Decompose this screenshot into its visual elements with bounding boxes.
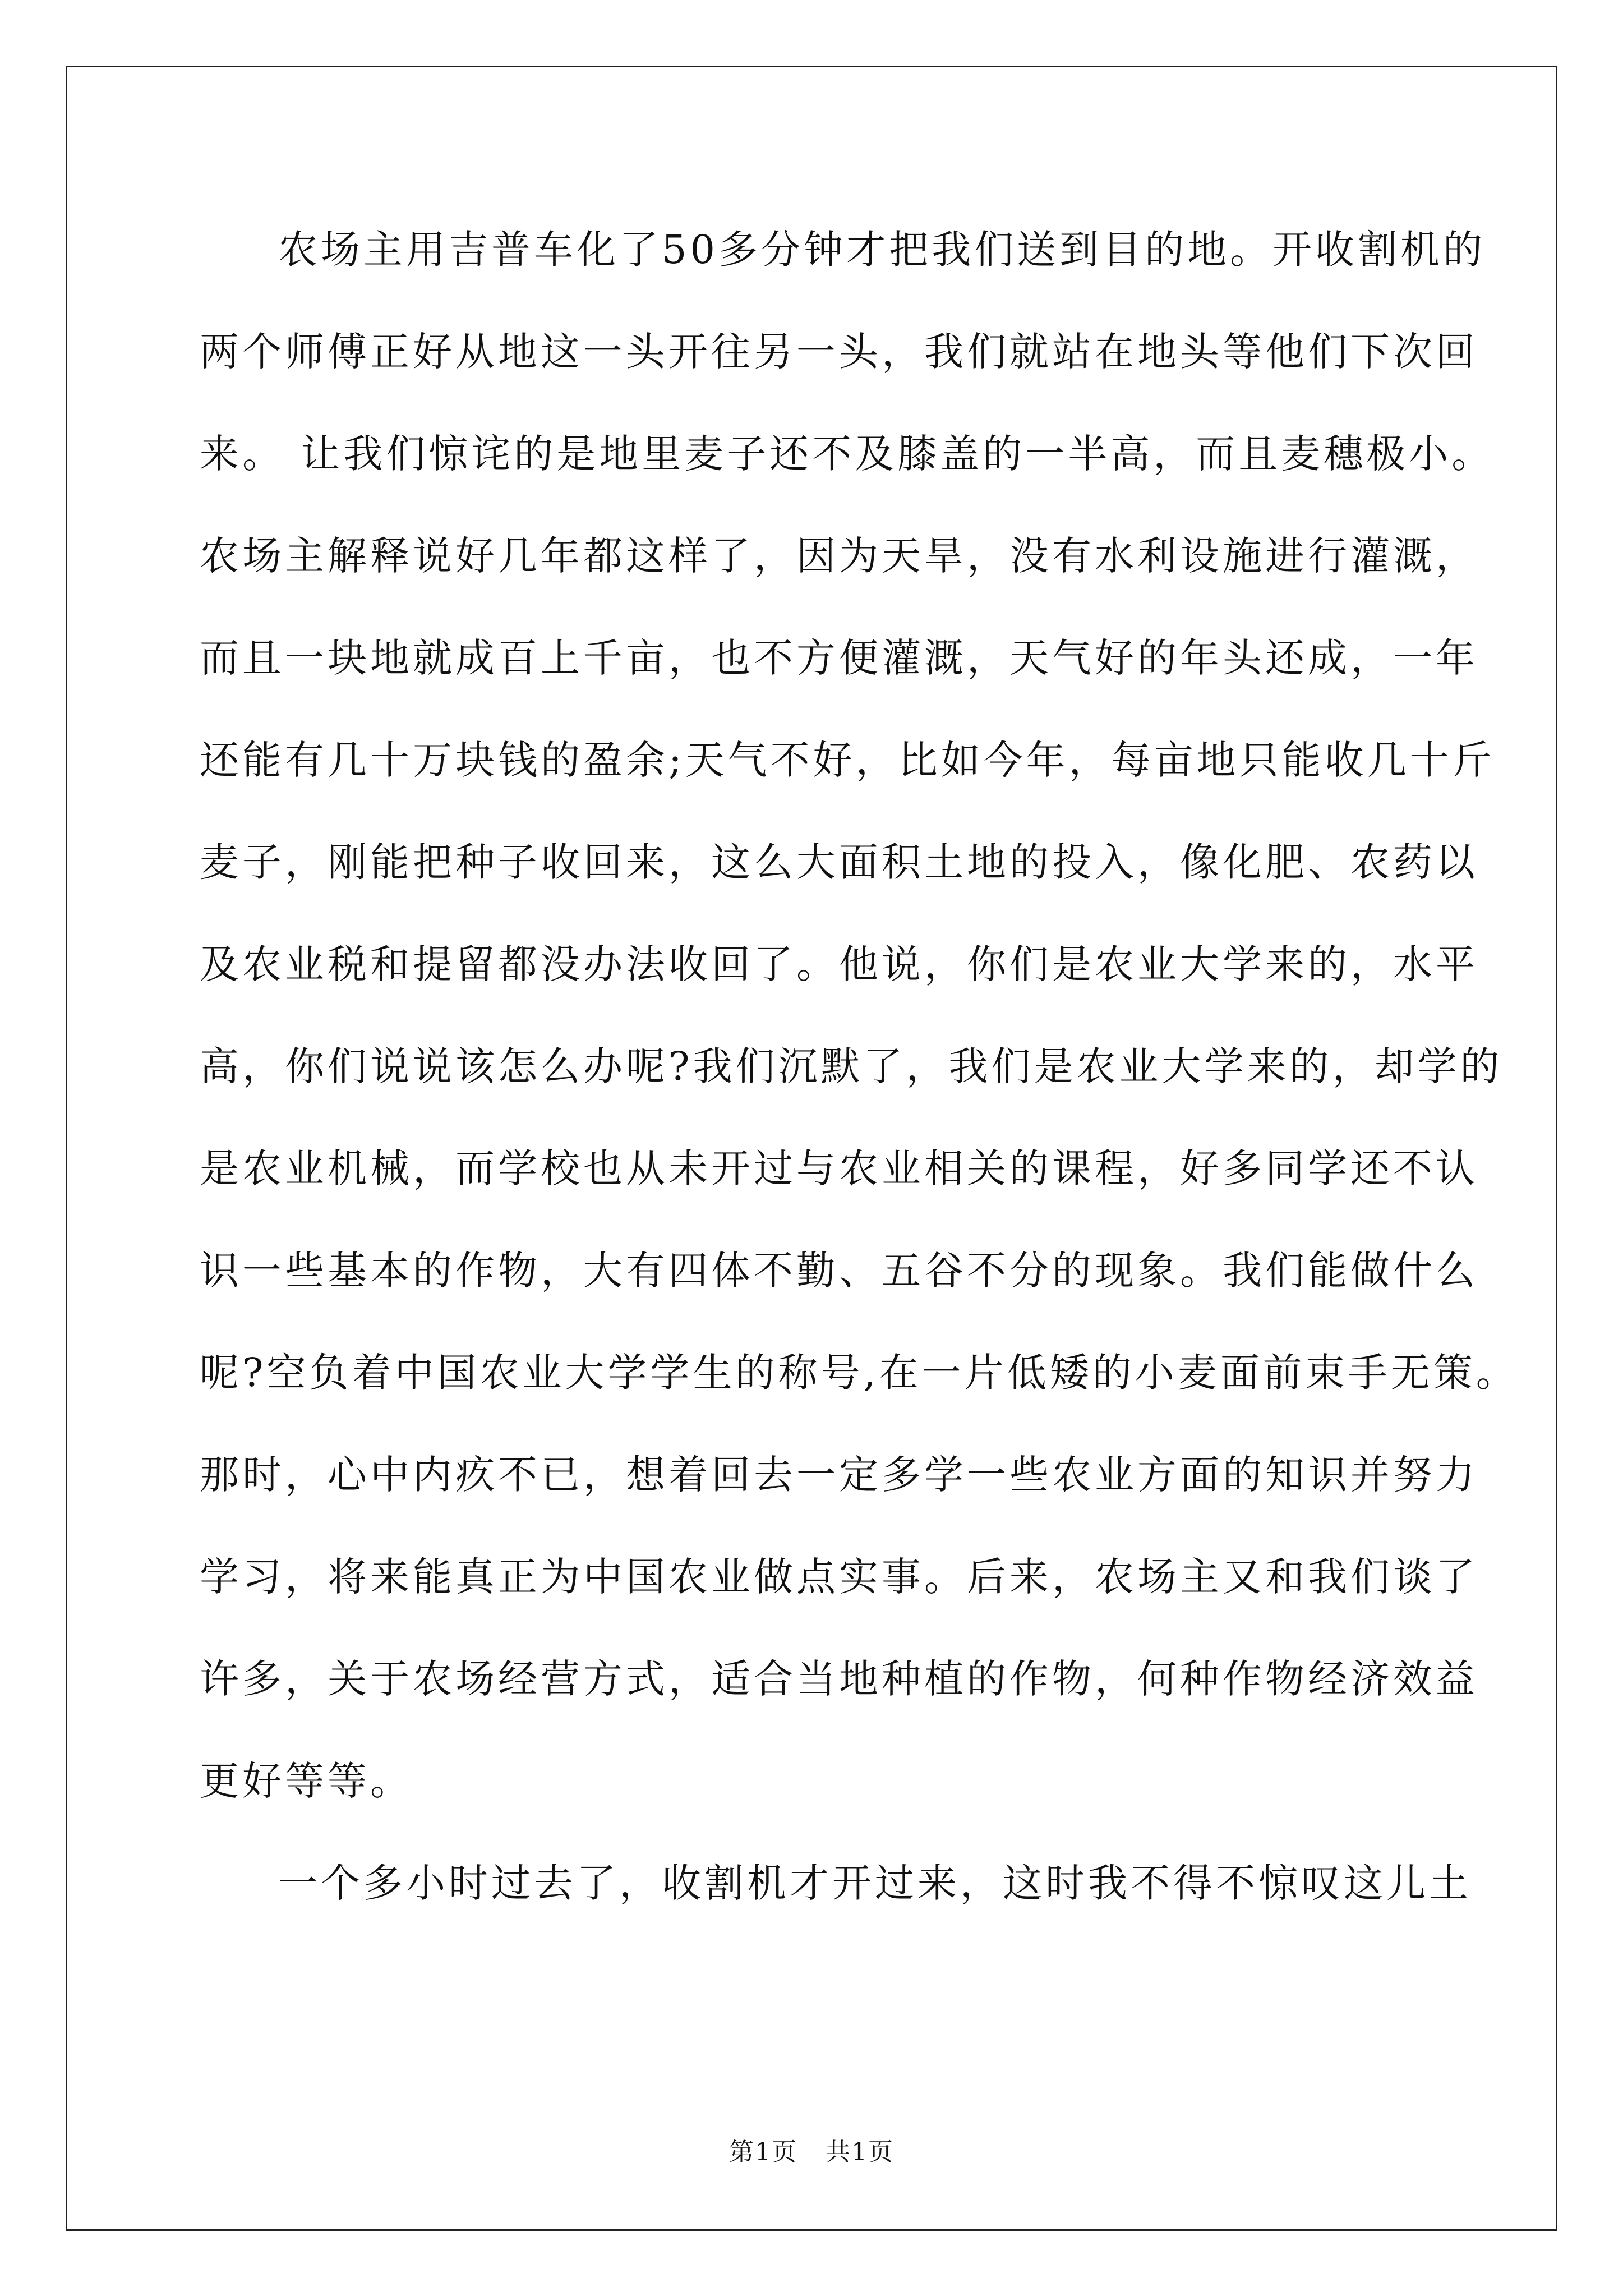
paragraph-line-4: 农场主解释说好几年都这样了，因为天旱，没有水利设施进行灌溉， xyxy=(200,533,1478,579)
paragraph-line-16: 更好等等。 xyxy=(200,1758,413,1804)
paragraph-line-8: 及农业税和提留都没办法收回了。他说，你们是农业大学来的，水平 xyxy=(200,941,1478,987)
document-body xyxy=(200,222,1519,1957)
paragraph-line-13: 那时，心中内疚不已，想着回去一定多学一些农业方面的知识并努力 xyxy=(200,1452,1478,1498)
paragraph-line-15: 许多，关于农场经营方式，适合当地种植的作物，何种作物经济效益 xyxy=(200,1656,1478,1702)
paragraph-line-3: 来。 让我们惊诧的是地里麦子还不及膝盖的一半高，而且麦穗极小。 xyxy=(200,431,1495,477)
paragraph-line-7: 麦子，刚能把种子收回来，这么大面积土地的投入，像化肥、农药以 xyxy=(200,839,1478,885)
paragraph-line-17: 一个多小时过去了，收割机才开过来，这时我不得不惊叹这儿土 xyxy=(278,1860,1472,1906)
paragraph-line-14: 学习，将来能真正为中国农业做点实事。后来，农场主又和我们谈了 xyxy=(200,1554,1478,1600)
paragraph-line-6: 还能有几十万块钱的盈余;天气不好，比如今年，每亩地只能收几十斤 xyxy=(200,737,1495,783)
page-number: 第1页 xyxy=(729,2138,797,2166)
paragraph-line-5: 而且一块地就成百上千亩，也不方便灌溉，天气好的年头还成，一年 xyxy=(200,635,1478,681)
paragraph-line-10: 是农业机械，而学校也从未开过与农业相关的课程，好多同学还不认 xyxy=(200,1145,1478,1191)
paragraph-line-2: 两个师傅正好从地这一头开往另一头，我们就站在地头等他们下次回 xyxy=(200,329,1478,375)
paragraph-line-1: 农场主用吉普车化了50多分钟才把我们送到目的地。开收割机的 xyxy=(278,227,1486,273)
paragraph-line-12: 呢?空负着中国农业大学学生的称号,在一片低矮的小麦面前束手无策。 xyxy=(200,1350,1519,1396)
page-footer xyxy=(0,2132,1623,2168)
paragraph-line-9: 高，你们说说该怎么办呢?我们沉默了，我们是农业大学来的，却学的 xyxy=(200,1043,1503,1089)
paragraph-line-11: 识一些基本的作物，大有四体不勤、五谷不分的现象。我们能做什么 xyxy=(200,1248,1478,1294)
page-total: 共1页 xyxy=(826,2138,894,2166)
